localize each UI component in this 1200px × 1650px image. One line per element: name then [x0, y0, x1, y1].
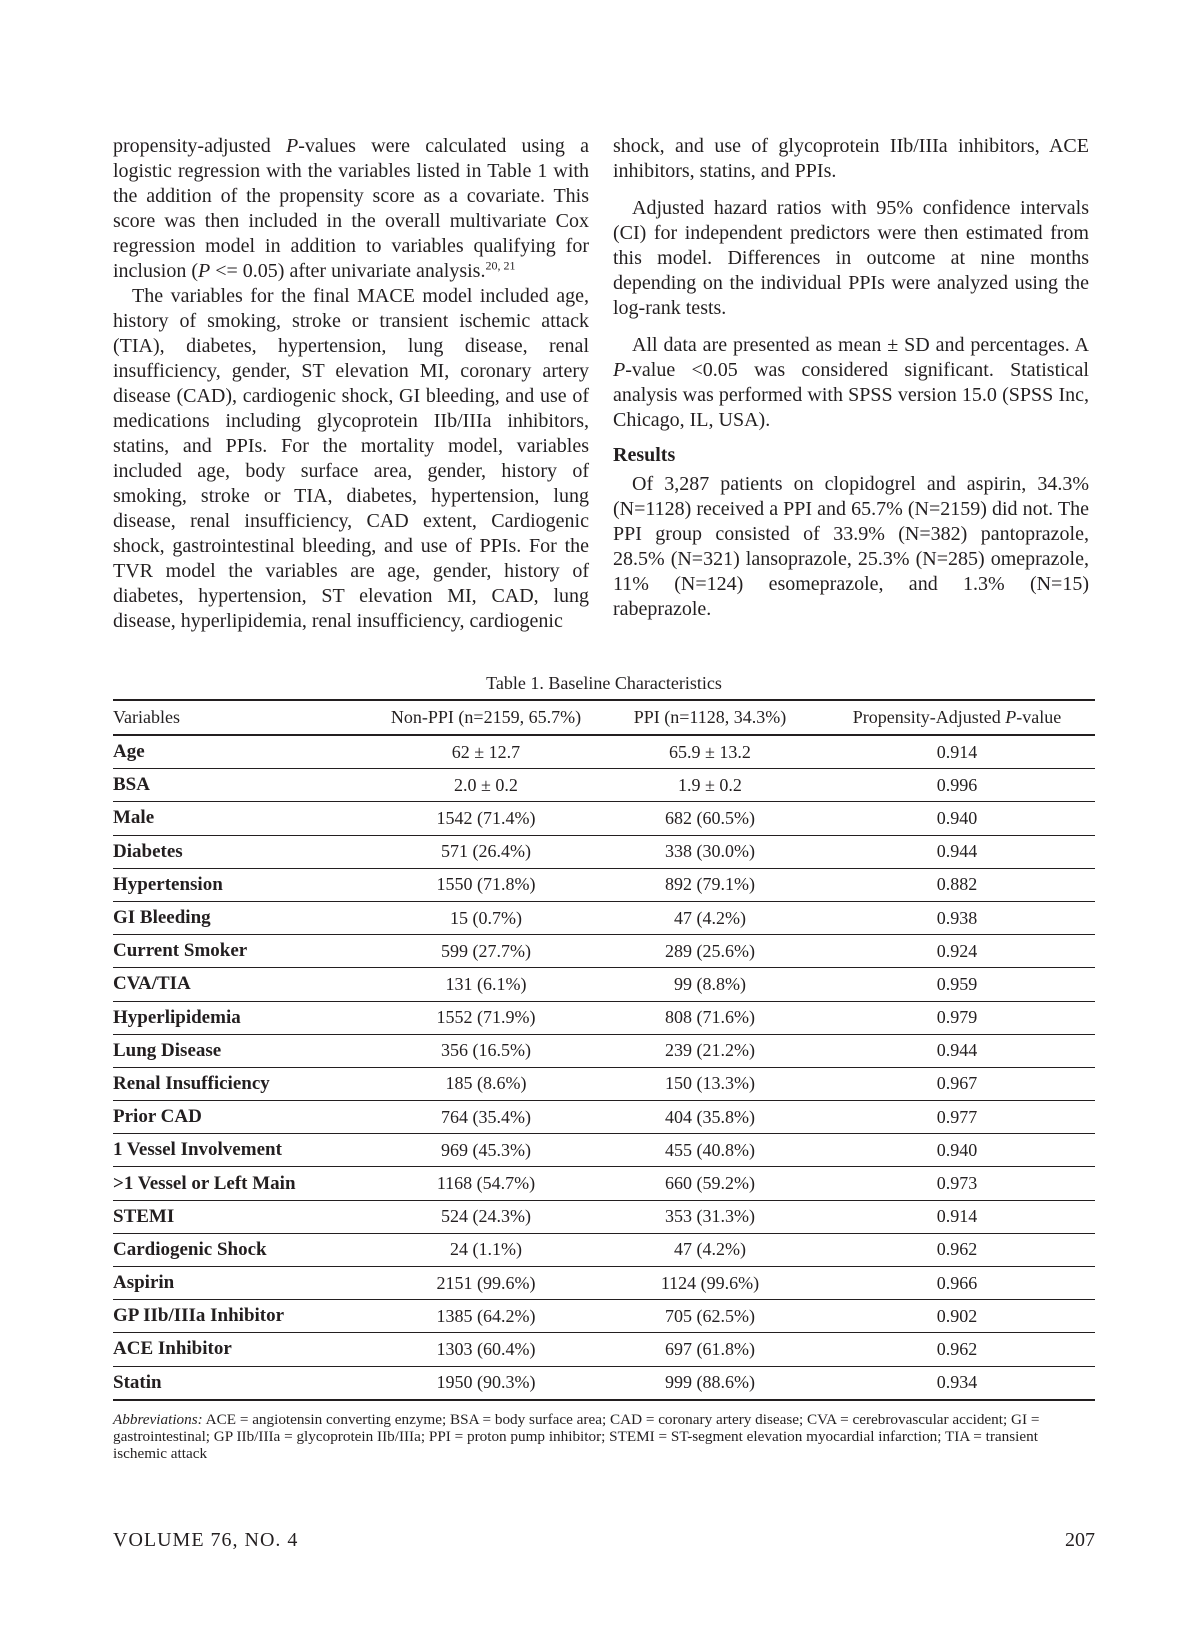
- p-value-cell: 0.966: [819, 1267, 1095, 1300]
- table-body: [113, 735, 1095, 1400]
- variable-cell: Male: [113, 802, 371, 835]
- ppi-cell: 455 (40.8%): [601, 1134, 819, 1167]
- table-row: [113, 769, 1095, 802]
- page-number: 207: [1065, 1529, 1095, 1551]
- p-value-cell: 0.959: [819, 968, 1095, 1001]
- results-heading: Results: [613, 444, 676, 466]
- ppi-cell: 353 (31.3%): [601, 1200, 819, 1233]
- table-header-row: [113, 700, 1095, 735]
- p-value-cell: 0.934: [819, 1366, 1095, 1400]
- table-row: [113, 802, 1095, 835]
- table-row: [113, 1366, 1095, 1400]
- variable-cell: 1 Vessel Involvement: [113, 1134, 371, 1167]
- baseline-characteristics-table-section: [113, 672, 1095, 1462]
- ppi-cell: 289 (25.6%): [601, 935, 819, 968]
- non-ppi-cell: 131 (6.1%): [371, 968, 601, 1001]
- variable-cell: Hypertension: [113, 868, 371, 901]
- ppi-cell: 47 (4.2%): [601, 1233, 819, 1266]
- p-value-cell: 0.973: [819, 1167, 1095, 1200]
- table-row: [113, 1034, 1095, 1067]
- p-value-cell: 0.996: [819, 769, 1095, 802]
- ppi-cell: 999 (88.6%): [601, 1366, 819, 1400]
- ppi-cell: 1124 (99.6%): [601, 1267, 819, 1300]
- abbreviations-note: Abbreviations: ACE = angiotensin converting enzyme; BSA = body surface area; CAD = coronary artery disease; CVA = cerebrovascular accident; GI = gastrointestinal; GP IIb/IIIa = glycoprotein IIb/IIIa; PPI = proton pump inhibitor; STEMI = ST-segment elevation myocardial infarction; TIA = transient ischemic attack: [113, 1410, 1040, 1462]
- non-ppi-cell: 24 (1.1%): [371, 1233, 601, 1266]
- methods-paragraph-2: The variables for the final MACE model included age, history of smoking, stroke or transient ischemic attack (TIA), diabetes, hypertension, lung disease, renal insufficiency, gender, ST elevation MI, coronary artery disease (CAD), cardiogenic shock, GI bleeding, and use of medications including glycoprotein IIb/IIIa inhibitors, statins, and PPIs. For the mortality model, variables included age, body surface area, gender, history of smoking, stroke or TIA, diabetes, hypertension, lung disease, renal insufficiency, CAD extent, Cardiogenic shock, gastrointestinal bleeding, and use of PPIs. For the TVR model the variables are age, gender, history of diabetes, hypertension, ST elevation MI, CAD, lung disease, hyperlipidemia, renal insufficiency, cardiogenic: [113, 285, 589, 632]
- variable-cell: Renal Insufficiency: [113, 1067, 371, 1100]
- table-row: [113, 1067, 1095, 1100]
- right-text-column: [613, 134, 1089, 622]
- variable-cell: GI Bleeding: [113, 901, 371, 934]
- p-value-cell: 0.902: [819, 1300, 1095, 1333]
- non-ppi-cell: 62 ± 12.7: [371, 735, 601, 769]
- header-non-ppi: Non-PPI (n=2159, 65.7%): [371, 700, 601, 735]
- ppi-cell: 808 (71.6%): [601, 1001, 819, 1034]
- non-ppi-cell: 1542 (71.4%): [371, 802, 601, 835]
- table-row: [113, 868, 1095, 901]
- table-row: [113, 1267, 1095, 1300]
- table-row: [113, 968, 1095, 1001]
- variable-cell: Age: [113, 735, 371, 769]
- non-ppi-cell: 1550 (71.8%): [371, 868, 601, 901]
- table-row: [113, 935, 1095, 968]
- p-value-cell: 0.914: [819, 1200, 1095, 1233]
- ppi-cell: 892 (79.1%): [601, 868, 819, 901]
- non-ppi-cell: 1552 (71.9%): [371, 1001, 601, 1034]
- table-row: [113, 735, 1095, 769]
- variable-cell: Prior CAD: [113, 1101, 371, 1134]
- p-value-cell: 0.967: [819, 1067, 1095, 1100]
- non-ppi-cell: 599 (27.7%): [371, 935, 601, 968]
- ppi-cell: 1.9 ± 0.2: [601, 769, 819, 802]
- table-row: [113, 1300, 1095, 1333]
- non-ppi-cell: 1168 (54.7%): [371, 1167, 601, 1200]
- journal-volume: VOLUME 76, NO. 4: [113, 1529, 299, 1551]
- variable-cell: BSA: [113, 769, 371, 802]
- ppi-cell: 697 (61.8%): [601, 1333, 819, 1366]
- variable-cell: Hyperlipidemia: [113, 1001, 371, 1034]
- methods-paragraph-1: propensity-adjusted P-values were calculated using a logistic regression with the variables listed in Table 1 with the addition of the propensity score as a covariate. This score was then included in the overall multivariate Cox regression model in addition to variables qualifying for inclusion (P <= 0.05) after univariate analysis.$^{20, 21}$: [113, 135, 589, 282]
- ppi-cell: 239 (21.2%): [601, 1034, 819, 1067]
- variable-cell: Lung Disease: [113, 1034, 371, 1067]
- p-value-cell: 0.940: [819, 1134, 1095, 1167]
- table-row: [113, 1167, 1095, 1200]
- baseline-characteristics-table: [113, 699, 1095, 1401]
- non-ppi-cell: 571 (26.4%): [371, 835, 601, 868]
- non-ppi-cell: 2.0 ± 0.2: [371, 769, 601, 802]
- header-ppi: PPI (n=1128, 34.3%): [601, 700, 819, 735]
- left-text-column: [113, 134, 589, 634]
- p-value-cell: 0.977: [819, 1101, 1095, 1134]
- ppi-cell: 150 (13.3%): [601, 1067, 819, 1100]
- ppi-cell: 65.9 ± 13.2: [601, 735, 819, 769]
- variable-cell: >1 Vessel or Left Main: [113, 1167, 371, 1200]
- p-value-cell: 0.944: [819, 835, 1095, 868]
- table-caption: Table 1. Baseline Characteristics: [486, 673, 722, 693]
- ppi-cell: 47 (4.2%): [601, 901, 819, 934]
- variable-cell: ACE Inhibitor: [113, 1333, 371, 1366]
- results-paragraph-1: Of 3,287 patients on clopidogrel and aspirin, 34.3% (N=1128) received a PPI and 65.7% (N=2159) did not. The PPI group consisted of 33.9% (N=382) pantoprazole, 28.5% (N=321) lansoprazole, 25.3% (N=285) omeprazole, 11% (N=124) esomeprazole, and 1.3% (N=15) rabeprazole.: [613, 473, 1089, 620]
- variable-cell: GP IIb/IIIa Inhibitor: [113, 1300, 371, 1333]
- p-value-cell: 0.882: [819, 868, 1095, 901]
- ppi-cell: 682 (60.5%): [601, 802, 819, 835]
- citation-ref: 20, 21: [485, 258, 516, 273]
- variable-cell: Diabetes: [113, 835, 371, 868]
- non-ppi-cell: 969 (45.3%): [371, 1134, 601, 1167]
- methods-paragraph-5: All data are presented as mean ± SD and percentages. A P-value <0.05 was considered significant. Statistical analysis was performed with SPSS version 15.0 (SPSS Inc, Chicago, IL, USA).: [613, 334, 1089, 431]
- variable-cell: CVA/TIA: [113, 968, 371, 1001]
- table-row: [113, 1001, 1095, 1034]
- p-value-cell: 0.962: [819, 1233, 1095, 1266]
- non-ppi-cell: 1950 (90.3%): [371, 1366, 601, 1400]
- non-ppi-cell: 1385 (64.2%): [371, 1300, 601, 1333]
- non-ppi-cell: 15 (0.7%): [371, 901, 601, 934]
- non-ppi-cell: 185 (8.6%): [371, 1067, 601, 1100]
- table-row: [113, 1101, 1095, 1134]
- table-row: [113, 901, 1095, 934]
- table-row: [113, 835, 1095, 868]
- variable-cell: Aspirin: [113, 1267, 371, 1300]
- p-value-cell: 0.944: [819, 1034, 1095, 1067]
- variable-cell: Cardiogenic Shock: [113, 1233, 371, 1266]
- non-ppi-cell: 2151 (99.6%): [371, 1267, 601, 1300]
- header-variables: Variables: [113, 700, 371, 735]
- methods-paragraph-4: Adjusted hazard ratios with 95% confidence intervals (CI) for independent predictors were then estimated from this model. Differences in outcome at nine months depending on the individual PPIs were analyzed using the log-rank tests.: [613, 197, 1089, 319]
- table-row: [113, 1200, 1095, 1233]
- ppi-cell: 338 (30.0%): [601, 835, 819, 868]
- p-value-cell: 0.924: [819, 935, 1095, 968]
- table-row: [113, 1333, 1095, 1366]
- p-value-cell: 0.979: [819, 1001, 1095, 1034]
- variable-cell: STEMI: [113, 1200, 371, 1233]
- p-value-cell: 0.938: [819, 901, 1095, 934]
- table-row: [113, 1233, 1095, 1266]
- non-ppi-cell: 764 (35.4%): [371, 1101, 601, 1134]
- variable-cell: Statin: [113, 1366, 371, 1400]
- ppi-cell: 404 (35.8%): [601, 1101, 819, 1134]
- methods-paragraph-3: shock, and use of glycoprotein IIb/IIIa inhibitors, ACE inhibitors, statins, and PPIs.: [613, 135, 1089, 182]
- non-ppi-cell: 1303 (60.4%): [371, 1333, 601, 1366]
- non-ppi-cell: 524 (24.3%): [371, 1200, 601, 1233]
- ppi-cell: 705 (62.5%): [601, 1300, 819, 1333]
- header-p-value: Propensity-Adjusted P-value: [819, 700, 1095, 735]
- p-value-cell: 0.914: [819, 735, 1095, 769]
- p-value-cell: 0.940: [819, 802, 1095, 835]
- variable-cell: Current Smoker: [113, 935, 371, 968]
- table-row: [113, 1134, 1095, 1167]
- p-value-cell: 0.962: [819, 1333, 1095, 1366]
- non-ppi-cell: 356 (16.5%): [371, 1034, 601, 1067]
- ppi-cell: 99 (8.8%): [601, 968, 819, 1001]
- ppi-cell: 660 (59.2%): [601, 1167, 819, 1200]
